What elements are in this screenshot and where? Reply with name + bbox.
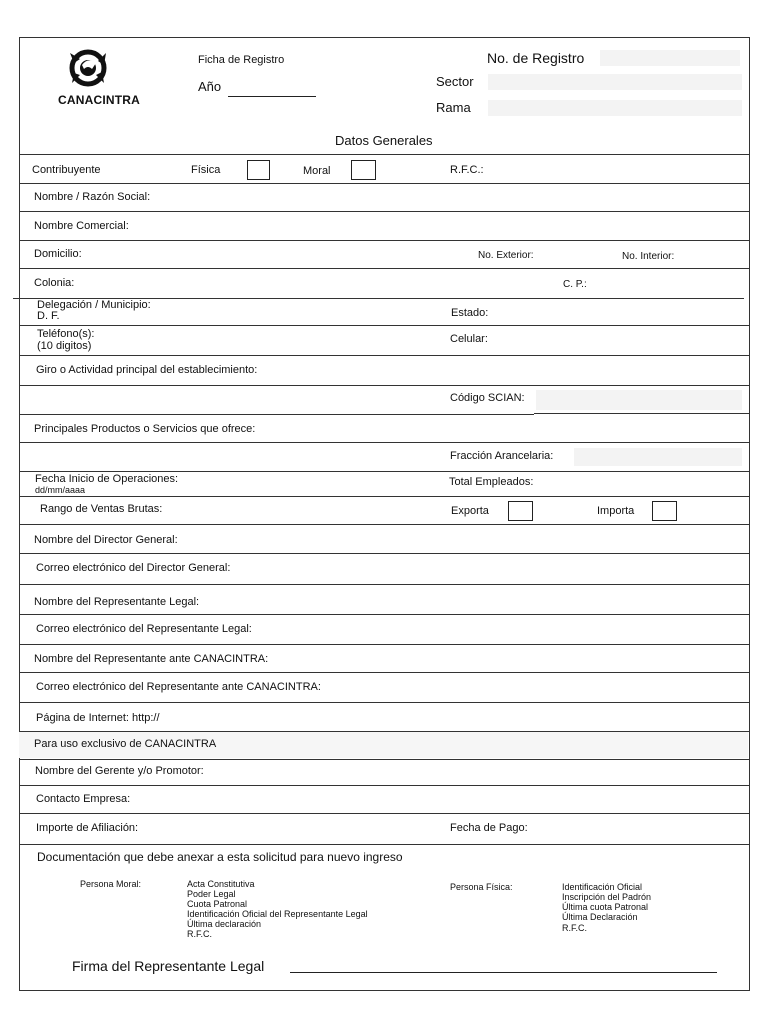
moral-label: Moral <box>303 165 331 177</box>
rama-label: Rama <box>436 100 471 115</box>
fisica-doc-4: Última Declaración <box>562 912 638 922</box>
no-registro-label: No. de Registro <box>487 50 585 66</box>
fisica-label: Física <box>191 164 221 176</box>
no-interior-label: No. Interior: <box>622 251 675 262</box>
celular-label: Celular: <box>450 333 488 345</box>
productos-label: Principales Productos o Servicios que ofrece: <box>34 423 256 435</box>
correo-representante-label: Correo electrónico del Representante Legal: <box>36 623 252 635</box>
fisica-doc-2: Inscripción del Padrón <box>562 892 652 902</box>
rama-field[interactable] <box>488 100 742 116</box>
logo-text: CANACINTRA <box>58 93 140 107</box>
moral-doc-4: Identificación Oficial del Representante Legal <box>187 909 368 919</box>
correo-rep-canacintra-label: Correo electrónico del Representante ante CANACINTRA: <box>36 681 321 693</box>
moral-doc-5: Última declaración <box>187 919 262 929</box>
firma-line[interactable] <box>290 972 717 973</box>
exclusive-title: Para uso exclusivo de CANACINTRA <box>34 738 217 750</box>
domicilio-label: Domicilio: <box>34 248 82 260</box>
correo-director-label: Correo electrónico del Director General: <box>36 562 231 574</box>
nombre-razon-label: Nombre / Razón Social: <box>34 191 151 203</box>
fecha-formato-label: dd/mm/aaaa <box>35 485 86 495</box>
importe-label: Importe de Afiliación: <box>36 822 139 834</box>
moral-doc-6: R.F.C. <box>187 929 213 939</box>
representante-label: Nombre del Representante Legal: <box>34 596 200 608</box>
sector-label: Sector <box>436 74 474 89</box>
moral-doc-1: Acta Constitutiva <box>187 879 255 889</box>
fraccion-label: Fracción Arancelaria: <box>450 450 554 462</box>
codigo-scian-label: Código SCIAN: <box>450 392 525 404</box>
giro-label: Giro o Actividad principal del establecimiento: <box>36 364 258 376</box>
persona-moral-label: Persona Moral: <box>80 879 142 889</box>
fisica-doc-5: R.F.C. <box>562 923 588 933</box>
colonia-label: Colonia: <box>34 277 75 289</box>
fecha-inicio-label: Fecha Inicio de Operaciones: <box>35 473 179 485</box>
rfc-label: R.F.C.: <box>450 164 484 176</box>
anio-field[interactable] <box>228 96 316 97</box>
importa-checkbox[interactable] <box>652 501 677 521</box>
rep-canacintra-label: Nombre del Representante ante CANACINTRA: <box>34 653 269 665</box>
moral-checkbox[interactable] <box>351 160 376 180</box>
no-exterior-label: No. Exterior: <box>478 250 534 261</box>
estado-label: Estado: <box>451 307 489 319</box>
gear-icon <box>60 47 120 89</box>
fisica-checkbox[interactable] <box>247 160 270 180</box>
director-label: Nombre del Director General: <box>34 534 178 546</box>
nombre-comercial-label: Nombre Comercial: <box>34 220 129 232</box>
fisica-doc-1: Identificación Oficial <box>562 882 643 892</box>
importa-label: Importa <box>597 505 635 517</box>
fecha-pago-label: Fecha de Pago: <box>450 822 528 834</box>
firma-label: Firma del Representante Legal <box>72 958 265 974</box>
contacto-label: Contacto Empresa: <box>36 793 131 805</box>
anio-label: Año <box>198 79 222 94</box>
delegacion-df-label: D. F. <box>37 310 60 322</box>
sector-field[interactable] <box>488 74 742 90</box>
persona-fisica-label: Persona Física: <box>450 882 513 892</box>
no-registro-field[interactable] <box>600 50 740 66</box>
codigo-scian-field[interactable] <box>536 390 742 410</box>
cp-label: C. P.: <box>563 279 587 290</box>
moral-doc-3: Cuota Patronal <box>187 899 248 909</box>
fisica-doc-3: Última cuota Patronal <box>562 902 649 912</box>
moral-doc-2: Poder Legal <box>187 889 236 899</box>
fraccion-field[interactable] <box>574 448 742 466</box>
docs-title: Documentación que debe anexar a esta solicitud para nuevo ingreso <box>37 850 403 864</box>
section-title: Datos Generales <box>335 133 433 148</box>
delegacion-label: Delegación / Municipio: <box>37 299 151 311</box>
total-empleados-label: Total Empleados: <box>449 476 534 488</box>
telefono-label: Teléfono(s): <box>37 328 95 340</box>
pagina-internet-label: Página de Internet: http:// <box>36 712 160 724</box>
contribuyente-label: Contribuyente <box>32 164 101 176</box>
rango-ventas-label: Rango de Ventas Brutas: <box>40 503 163 515</box>
exporta-label: Exporta <box>451 505 489 517</box>
gerente-label: Nombre del Gerente y/o Promotor: <box>35 765 204 777</box>
canacintra-logo <box>60 47 120 94</box>
telefono-digitos-label: (10 digitos) <box>37 340 92 352</box>
ficha-label: Ficha de Registro <box>198 54 285 66</box>
exporta-checkbox[interactable] <box>508 501 533 521</box>
